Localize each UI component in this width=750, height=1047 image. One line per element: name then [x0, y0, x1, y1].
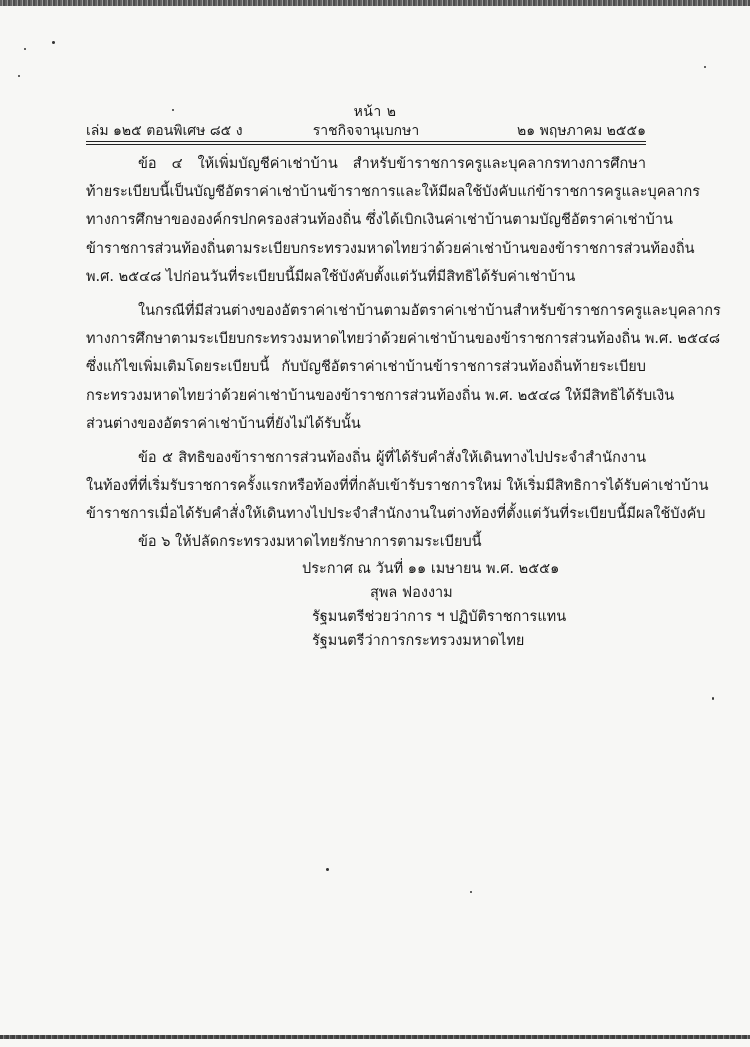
- text-line: กระทรวงมหาดไทยว่าด้วยค่าเช่าบ้านของข้าราชการส่วนท้องถิ่น พ.ศ. ๒๕๔๘ ให้มีสิทธิได้รับเงิน: [86, 387, 675, 404]
- text-line: ในกรณีที่มีส่วนต่างของอัตราค่าเช่าบ้านตามอัตราค่าเช่าบ้านสำหรับข้าราชการครูและบุคลากร: [138, 302, 721, 319]
- text-line: ท้ายระเบียบนี้เป็นบัญชีอัตราค่าเช่าบ้านข้าราชการและให้มีผลใช้บังคับแก่ข้าราชการครูและบุคลากร: [86, 184, 701, 201]
- scan-speck: [18, 75, 20, 77]
- text-line: ทางการศึกษาตามระเบียบกระทรวงมหาดไทยว่าด้วยค่าเช่าบ้านของข้าราชการส่วนท้องถิ่น พ.ศ. ๒๕๔๘: [86, 331, 721, 348]
- text-line: ในท้องที่ที่เริ่มรับราชการครั้งแรกหรือท้องที่ที่กลับเข้ารับราชการใหม่ ให้เริ่มมีสิทธิการได้รับค่าเช่าบ้าน: [86, 478, 709, 495]
- gazette-header: [86, 120, 646, 140]
- scan-speck: [326, 868, 329, 871]
- header-rule-bottom: [86, 144, 646, 145]
- text-line: ข้าราชการเมื่อได้รับคำสั่งให้เดินทางไปประจำสำนักงานในต่างท้องที่ตั้งแต่วันที่ระเบียบนี้มีผลใช้บังคับ: [86, 506, 706, 523]
- signatory-title: รัฐมนตรีช่วยว่าการ ฯ ปฏิบัติราชการแทน: [312, 609, 567, 625]
- publication-date: ๒๑ พฤษภาคม ๒๕๕๑: [517, 123, 646, 139]
- paragraph-clause-6: [86, 528, 646, 556]
- scan-speck: [24, 48, 26, 50]
- scan-edge-bottom: [0, 1035, 750, 1039]
- signatory-title-2: รัฐมนตรีว่าการกระทรวงมหาดไทย: [312, 633, 525, 649]
- text-line: พ.ศ. ๒๕๔๘ ไปก่อนวันที่ระเบียบนี้มีผลใช้บังคับตั้งแต่วันที่มีสิทธิได้รับค่าเช่าบ้าน: [86, 268, 576, 285]
- text-line: ข้าราชการส่วนท้องถิ่นตามระเบียบกระทรวงมหาดไทยว่าด้วยค่าเช่าบ้านของข้าราชการส่วนท้องถิ่น: [86, 240, 695, 257]
- text-line: ข้อ ๕ สิทธิของข้าราชการส่วนท้องถิ่น ผู้ที่ได้รับคำสั่งให้เดินทางไปประจำสำนักงาน: [138, 449, 646, 466]
- scan-speck: [704, 66, 706, 68]
- text-line: ซึ่งแก้ไขเพิ่มเติมโดยระเบียบนี้ กับบัญชีอัตราค่าเช่าบ้านข้าราชการส่วนท้องถิ่นท้ายระเบียบ: [86, 359, 646, 376]
- announcement-date: ประกาศ ณ วันที่ ๑๑ เมษายน พ.ศ. ๒๕๕๑: [302, 561, 560, 577]
- paragraph-difference: [86, 297, 721, 438]
- paragraph-clause-5: [86, 444, 709, 529]
- text-line: ข้อ ๖ ให้ปลัดกระทรวงมหาดไทยรักษาการตามระเบียบนี้: [138, 534, 482, 551]
- header-rule-top: [86, 141, 646, 142]
- signatory-name: สุพล ฟองงาม: [370, 585, 453, 601]
- paragraph-clause-4: [86, 150, 701, 291]
- scan-speck: [52, 41, 55, 44]
- publication-name: ราชกิจจานุเบกษา: [312, 123, 420, 139]
- signature-block: [280, 557, 580, 653]
- document-body: [86, 150, 721, 557]
- scan-speck: [712, 697, 714, 700]
- text-line: ทางการศึกษาขององค์กรปกครองส่วนท้องถิ่น ซึ่งได้เบิกเงินค่าเช่าบ้านตามบัญชีอัตราค่าเช่าบ้าน: [86, 212, 673, 229]
- scan-edge-top: [0, 0, 750, 6]
- text-line: ส่วนต่างของอัตราค่าเช่าบ้านที่ยังไม่ได้รับนั้น: [86, 415, 361, 432]
- text-line: ข้อ ๔ ให้เพิ่มบัญชีค่าเช่าบ้าน สำหรับข้าราชการครูและบุคลากรทางการศึกษา: [138, 156, 646, 172]
- scan-speck: [470, 891, 472, 893]
- page-number: หน้า ๒: [353, 104, 397, 120]
- volume-info: เล่ม ๑๒๕ ตอนพิเศษ ๘๕ ง: [86, 123, 243, 139]
